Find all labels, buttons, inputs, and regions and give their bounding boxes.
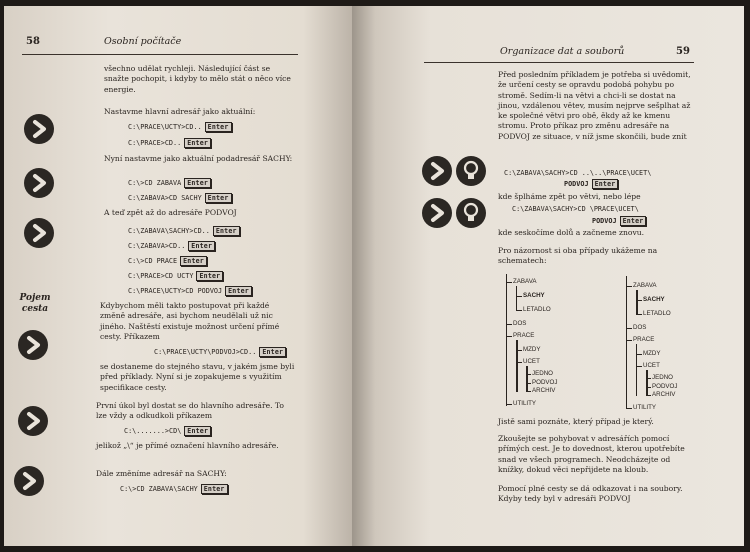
code-line: C:\ZABAVA\SACHY>CD ..\..\PRACE\UCET\ [504,169,652,177]
header-rule [424,62,694,63]
lightbulb-icon [456,156,486,186]
paragraph: kde seskočíme dolů a začneme znovu. [498,228,645,237]
tree-node: UCET [643,362,660,369]
enter-key: Enter [196,271,223,281]
tree-node: ARCHIV [532,387,556,394]
paragraph: První úkol byl dostat se do hlavního adresáře. To lze vždy a odkudkoli příkazem [96,401,284,421]
tree-node: ZABAVA [633,282,657,289]
code-line: PODVOJ Enter [564,179,618,189]
header-rule [22,54,298,55]
code-line: C:\PRACE\UCTY>CD PODVOJ Enter [128,286,252,296]
enter-key: Enter [205,193,232,203]
arrow-right-icon [24,114,54,144]
code-line: C:\ZABAVA>CD.. Enter [128,241,215,251]
tree-node: UTILITY [513,400,537,407]
enter-key: Enter [592,179,619,189]
tree-node: SACHY [643,296,665,303]
tree-node: PODVOJ [652,383,678,390]
enter-key: Enter [184,138,211,148]
code-line: C:\ZABAVA\SACHY>CD.. Enter [128,226,240,236]
arrow-right-icon [24,218,54,248]
paragraph: Nastavme hlavní adresář jako aktuální: [104,107,256,116]
enter-key: Enter [180,256,207,266]
tree-node: LETADLO [643,310,671,317]
code-line: C:\PRACE>CD UCTY Enter [128,271,223,281]
tree-node: SACHY [523,292,545,299]
code-line: PODVOJ Enter [592,216,646,226]
paragraph: Před posledním příkladem je potřeba si uvědomit, že určení cesty se opravdu podobá pohybu po stromě. Sedím-li na větvi a chci-li se dostat na jinou, vzdálenou větev, musím nejprve sešplhat až ke společné větvi pro obě, ěkdy až ke kmenu stromu. Proto příkaz pro změnu adresáře na PODVOJ ze situace, v níž jsme skončili, bude znít [498,70,691,141]
arrow-right-icon [422,198,452,228]
arrow-right-icon [422,156,452,186]
code-line: C:\>CD PRACE Enter [128,256,207,266]
paragraph: kde šplháme zpět po větvi, nebo lépe [498,192,641,201]
paragraph: jelikož „\“ je přímé označení hlavního adresáře. [96,441,279,450]
enter-key: Enter [184,426,211,436]
paragraph: Kdybychom měli takto postupovat při každé změně adresáře, asi bychom neudělali už nic jiného. Naštěstí existuje možnost určení přímé cesty. Příkazem [100,301,280,341]
tree-node: JEDNO [652,374,673,381]
code-line: C:\ZABAVA\SACHY>CD \PRACE\UCET\ [512,205,639,213]
enter-key: Enter [201,484,228,494]
enter-key: Enter [620,216,647,226]
tree-node: UTILITY [633,404,657,411]
tree-node: PODVOJ [532,379,558,386]
code-line: C:\>CD ZABAVA\SACHY Enter [120,484,228,494]
tree-node: ZABAVA [513,278,537,285]
tree-node: UCET [523,358,540,365]
arrow-right-icon [14,466,44,496]
enter-key: Enter [205,122,232,132]
paragraph: všechno udělat rychleji. Následující část se snažte pochopit, i kdyby to mělo stát o něco více energie. [104,64,291,94]
enter-key: Enter [213,226,240,236]
right-page [352,6,744,546]
paragraph: Pomocí plné cesty se dá odkazovat i na soubory. Kdyby tedy byl v adresáři PODVOJ [498,484,683,504]
paragraph: Zkoušejte se pohybovat v adresářích pomocí přímých cest. Je to dovednost, kterou upotřebíte snad ve všech programech. Neodcházejte od knížky, dokud věci nepřijdete na kloub. [498,434,685,474]
tree-node: ARCHIV [652,391,676,398]
enter-key: Enter [184,178,211,188]
code-line: C:\ZABAVA>CD SACHY Enter [128,193,232,203]
enter-key: Enter [188,241,215,251]
enter-key: Enter [225,286,252,296]
arrow-right-icon [18,406,48,436]
code-line: C:\.......>CD\ Enter [124,426,211,436]
directory-tree-diagram [622,276,722,416]
tree-node: PRACE [633,336,655,343]
tree-node: DOS [633,324,647,331]
code-line: C:\PRACE>CD.. Enter [128,138,211,148]
tree-node: LETADLO [523,306,551,313]
directory-tree-diagram [502,272,602,412]
page-number: 58 [26,36,40,47]
arrow-right-icon [18,330,48,360]
paragraph: Dále změníme adresář na SACHY: [96,469,227,478]
paragraph: se dostaneme do stejného stavu, v jakém jsme byli před příklady. Nyní si je zopakujeme s využitím specifikace cesty. [100,362,295,392]
tree-node: PRACE [513,332,535,339]
tree-node: MZDY [643,350,661,357]
enter-key: Enter [259,347,286,357]
arrow-right-icon [24,168,54,198]
tree-node: DOS [513,320,527,327]
running-head: Organizace dat a souborů [500,46,625,57]
paragraph: Nyní nastavme jako aktuální podadresář SACHY: [104,154,293,163]
margin-note: Pojem cesta [19,293,51,314]
paragraph: Jistě sami poznáte, který případ je který. [498,417,654,426]
paragraph: Pro názornost si oba případy ukážeme na schematech: [498,246,658,266]
page-number: 59 [676,46,690,57]
code-line: C:\PRACE\UCTY\PODVOJ>CD.. Enter [154,347,286,357]
code-line: C:\>CD ZABAVA Enter [128,178,211,188]
running-head: Osobní počítače [104,36,182,47]
left-page [4,6,356,546]
lightbulb-icon [456,198,486,228]
tree-node: MZDY [523,346,541,353]
code-line: C:\PRACE\UCTY>CD.. Enter [128,122,232,132]
paragraph: A teď zpět až do adresáře PODVOJ [104,208,237,217]
tree-node: JEDNO [532,370,553,377]
